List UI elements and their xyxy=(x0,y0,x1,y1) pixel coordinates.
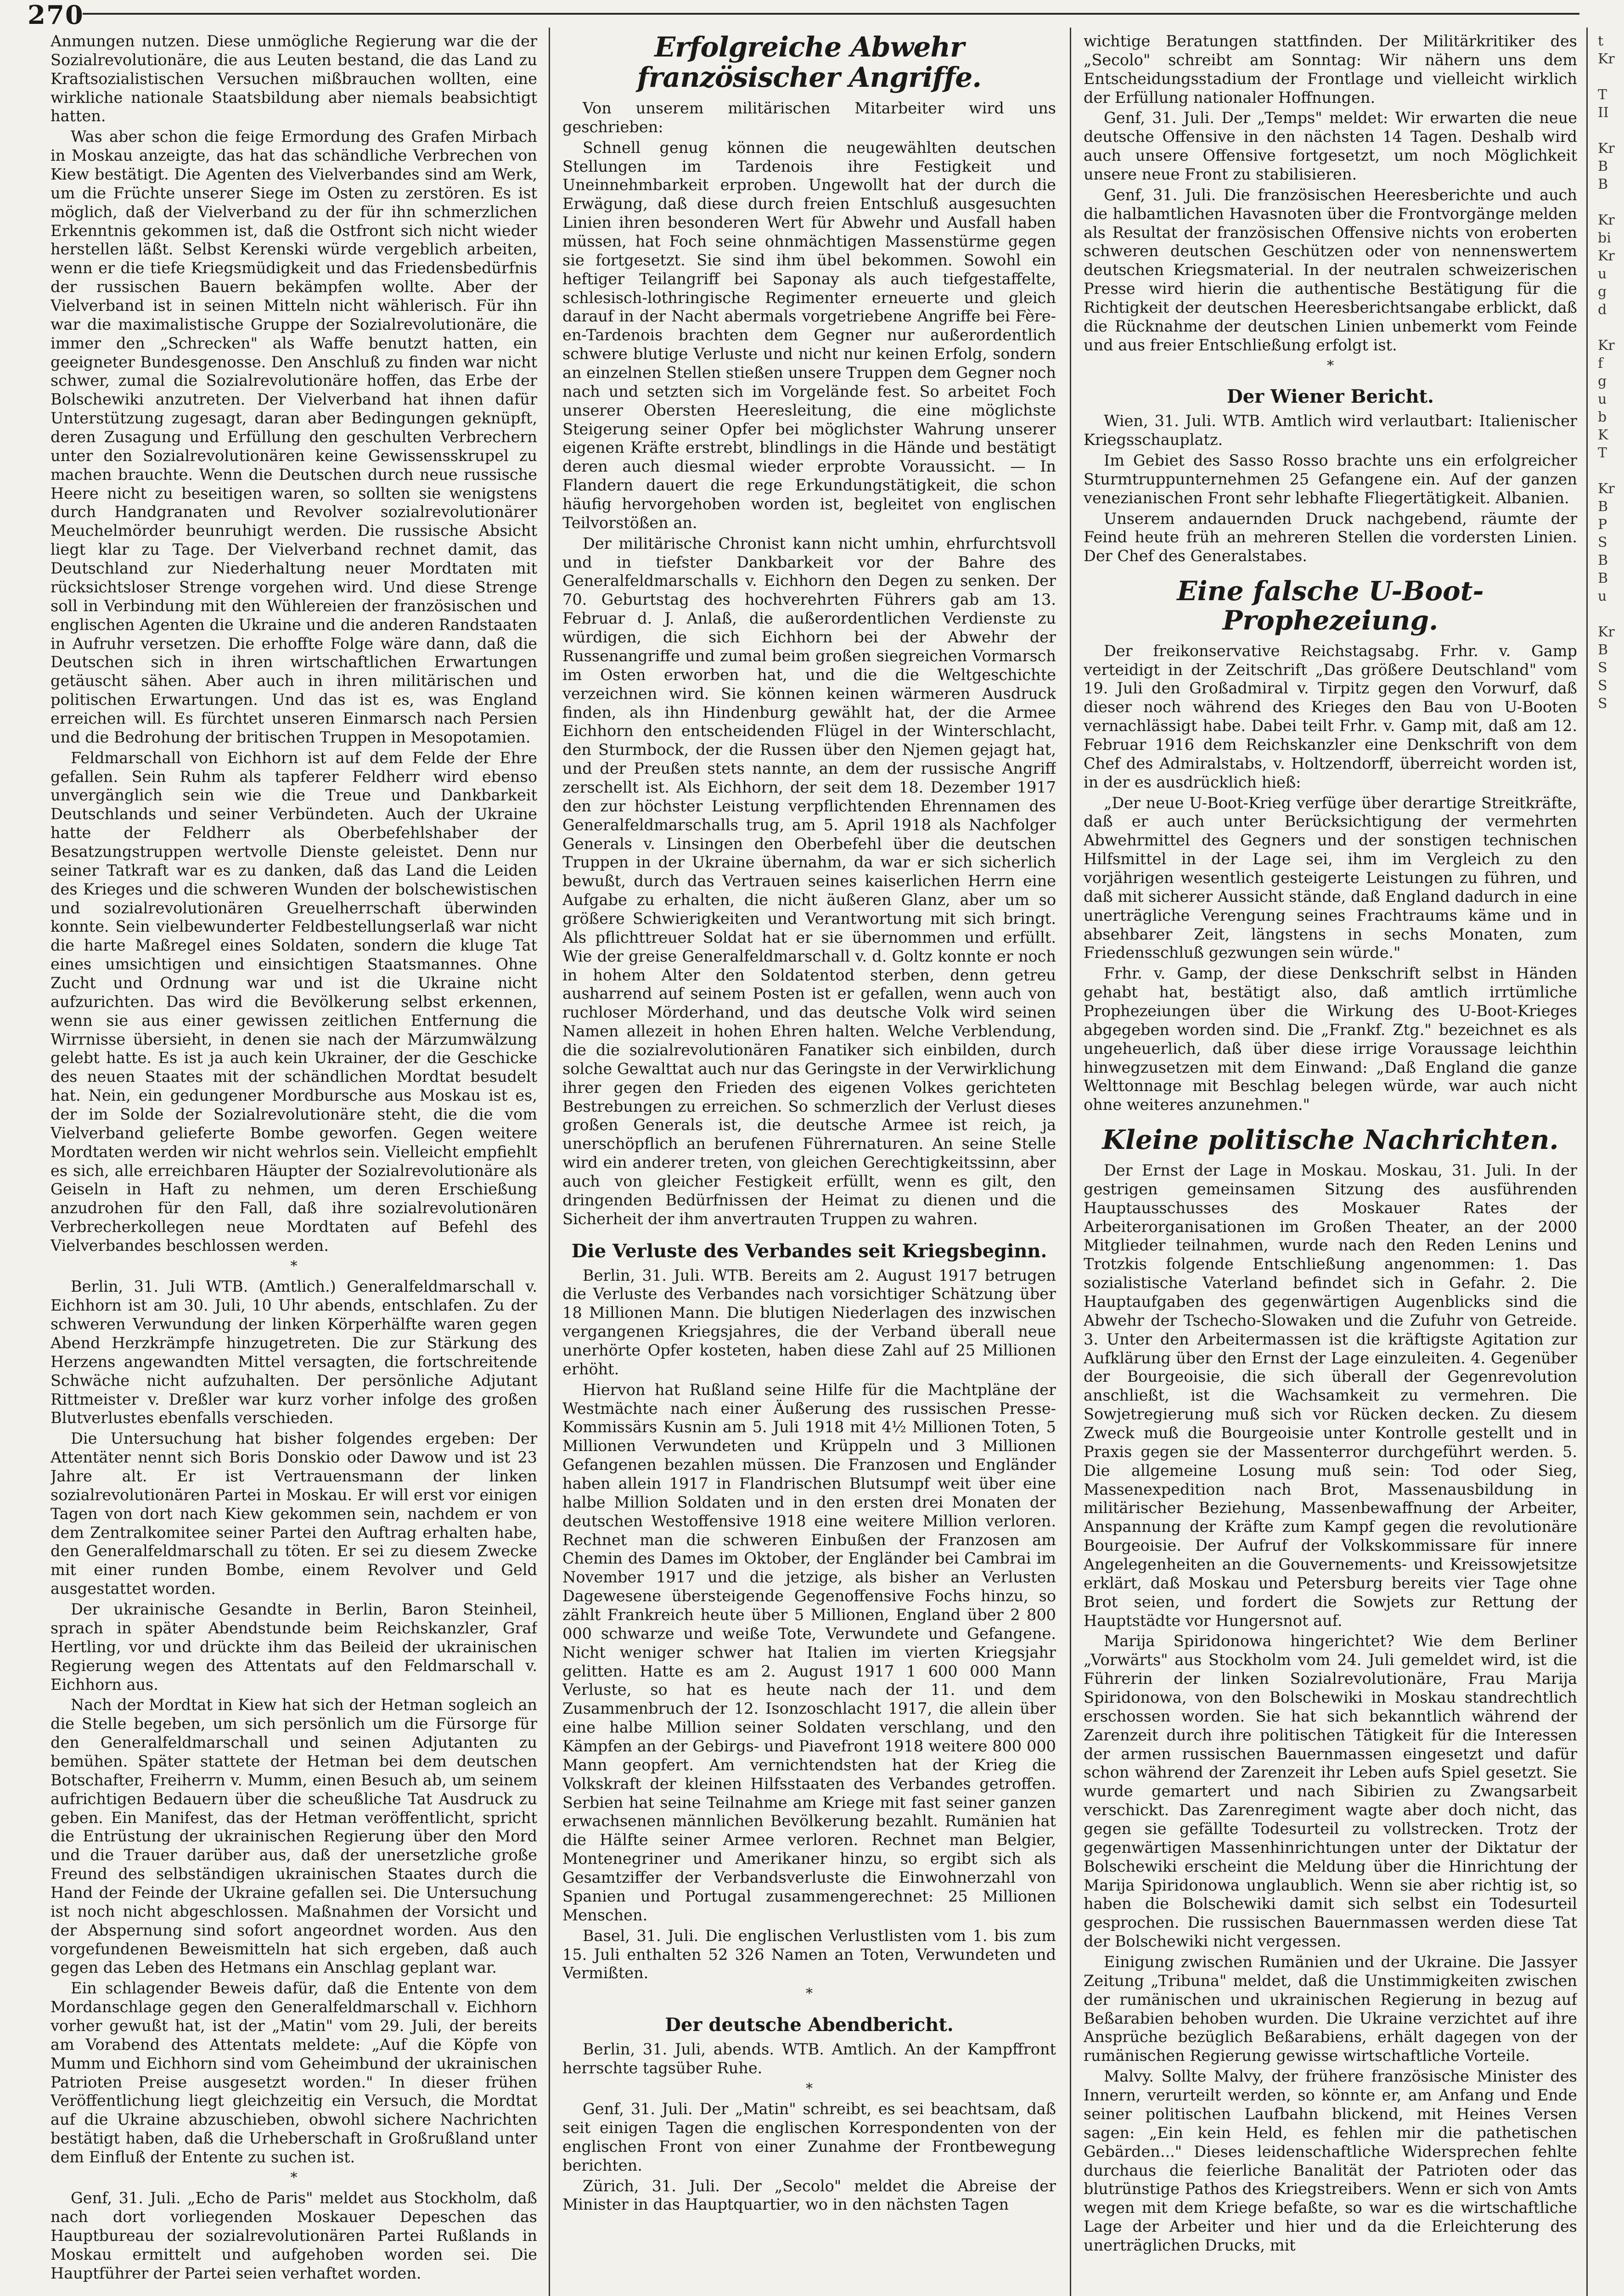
paragraph: Berlin, 31. Juli, abends. WTB. Amtlich. An der Kampffront herrschte tagsüber Ruhe. xyxy=(562,2040,1056,2077)
paragraph: Genf, 31. Juli. „Echo de Paris" meldet aus Stockholm, daß nach dort vorliegenden Moskauer Depeschen das Hauptbureau der sozialrevolutionären Partei Rußlands in Moskau ermittelt und aufgehoben worden sei. Die Hauptführer der Partei seien verhaftet worden. xyxy=(51,2189,537,2282)
paragraph: Unserem andauernden Druck nachgebend, räumte der Feind heute früh an mehreren Stellen die vordersten Linien. Der Chef des Generalstabes. xyxy=(1084,509,1577,565)
separator-star: * xyxy=(290,1258,298,1274)
paragraph: Hiervon hat Rußland seine Hilfe für die Machtpläne der Westmächte nach einer Äußerung des russischen Presse-Kommissärs Kusnin am 5. Juli 1918 mit 4½ Millionen Toten, 5 Millionen Verwundeten und Krüppeln und 3 Millionen Gefangenen bezahlen müssen. Die Franzosen und Engländer haben allein 1917 in Flandrischen Blutsumpf weit über eine halbe Million Soldaten und in den ersten drei Monaten der deutschen Westoffensive 1918 eine weitere Million verloren. Rechnet man die schweren Einbußen der Franzosen am Chemin des Dames im Oktober, der Engländer bei Cambrai im November 1917 und die jetzige, als bisher an Verlusten Dagewesene übersteigende Gegenoffensive Fochs hinzu, so zählt Frankreich heute über 5 Millionen, England über 2 800 000 schwarze und weiße Tote, Verwundete und Gefangene. Nicht weniger schwer hat Italien im vierten Kriegsjahr gelitten. Hatte es am 2. August 1917 1 600 000 Mann Verluste, so hat es heute nach der 11. und dem Zusammenbruch der 12. Isonzoschlacht 1917, die allein über eine halbe Million seiner Soldaten verschlang, und den Kämpfen an der Gebirgs- und Piavefront 1918 weitere 800 000 Mann geopfert. Am vernichtendsten hat der Krieg die Volkskraft der kleinen Hilfsstaaten des Verbandes getroffen. Serbien hat seine Teilnahme am Kriege mit fast seiner ganzen erwachsenen männlichen Bevölkerung bezahlt. Rumänien hat die Hälfte seiner Armee verloren. Rechnet man Belgier, Montenegriner und Amerikaner hinzu, so ergibt sich als Gesamtziffer der Verbandsverluste die Einwohnerzahl von Spanien und Portugal zusammengerechnet: 25 Millionen Menschen. xyxy=(562,1380,1056,1924)
headline-abwehr: Erfolgreiche Abwehr französischer Angriffe. xyxy=(637,32,982,94)
headline-u-boot: Eine falsche U-Boot-Prophezeiung. xyxy=(1177,575,1484,636)
paragraph: Ein schlagender Beweis dafür, daß die Entente von dem Mordanschlage gegen den Generalfeldmarschall v. Eichhorn vorher gewußt hat, ist der „Matin" vom 29. Juli, der bereits am Vorabend des Attentats meldete: „Auf die Köpfe von Mumm und Eichhorn sind vom Geheimbund der ukrainischen Patrioten Preise ausgesetzt worden." In dieser frühen Veröffentlichung liegt gleichzeitig ein Versuch, die Mordtat auf die Ukraine abzuschieben, obwohl sichere Nachrichten bestätigt haben, daß die Urheberschaft in Großrußland unter dem Einfluß der Entente zu suchen ist. xyxy=(51,1979,537,2166)
headline-abendbericht: Der deutsche Abendbericht. xyxy=(665,2014,954,2036)
paragraph: Genf, 31. Juli. Der „Matin" schreibt, es sei beachtsam, daß seit einigen Tagen die englischen Korrespondenten von der englischen Front von einer Zunahme der Frontbewegung berichten. xyxy=(562,2100,1056,2174)
paragraph: Der militärische Chronist kann nicht umhin, ehrfurchtsvoll und in tiefster Dankbarkeit vor der Bahre des Generalfeldmarschalls v. Eichhorn den Degen zu senken. Der 70. Geburtstag des hochverehrten Führers gab am 13. Februar d. J. Anlaß, die außerordentlichen Verdienste zu würdigen, die sich Eichhorn bei der Abwehr der Russenangriffe und zumal beim großen siegreichen Vormarsch im Osten erworben hat, und die die Weltgeschichte verzeichnen wird. Sie können keinen wärmeren Ausdruck finden, als ihn Hindenburg gewählt hat, der die Armee Eichhorn den entscheidenden Flügel in der Winterschlacht, den Sturmbock, der die Russen über den Njemen gejagt hat, und der Preußen stets nannte, an dem der russische Angriff zerschellt ist. Als Eichhorn, der seit dem 18. Dezember 1917 den zur höchster Leistung verpflichtenden Ehrennamen des Generalfeldmarschalls trug, am 5. April 1918 als Nachfolger Generals v. Linsingen den Oberbefehl über die deutschen Truppen in der Ukraine übernahm, da war er sich sicherlich bewußt, durch das Vertrauen seines kaiserlichen Herrn eine Aufgabe zu erhalten, die nicht äußeren Glanz, aber um so größere Schwierigkeiten und Verantwortung mit sich bringt. Als pflichttreuer Soldat hat er sie übernommen und erfüllt. Wie der greise Generalfeldmarschall v. d. Goltz konnte er noch in hohem Alter den Soldatentod sterben, denn getreu ausharrend auf seinem Posten ist er gefallen, wenn auch von ruchloser Mörderhand, und das deutsche Volk wird seinen Namen allezeit in hohen Ehren halten. Welche Verblendung, die die sozialrevolutionären Fanatiker sich einbilden, durch solche Gewalttat auch nur das Geringste in der Verwirklichung ihrer gegen den Frieden des eigenen Volkes gerichteten Bestrebungen zu erreichen. So schmerzlich der Verlust dieses großen Generals ist, die deutsche Armee ist reich, ja unerschöpflich an berufenen Führernaturen. An seine Stelle wird ein anderer treten, von gleichen Gerechtigkeitssinn, aber auch von gleicher Festigkeit erfüllt, wenn es gilt, den dringenden Bedürfnissen der Heimat zu dienen und die Sicherheit der ihm anvertrauten Truppen zu wahren. xyxy=(562,534,1056,1228)
paragraph: Wien, 31. Juli. WTB. Amtlich wird verlautbart: Italienischer Kriegsschauplatz. xyxy=(1084,412,1577,449)
paragraph: „Der neue U-Boot-Krieg verfüge über derartige Streitkräfte, daß er auch unter Berücksichtigung der vermehrten Abwehrmittel des Gegners und der sonstigen technischen Hilfsmittel in der Lage sei, ihm im Vergleich zu den vorjährigen wesentlich gesteigerte Leistungen zu führen, und daß mit sicherer Aussicht stände, daß England dadurch in eine unerträgliche Verengung seines Frachtraums käme und in absehbarer Zeit, längstens in sechs Monaten, zum Friedensschluß gezwungen sein würde." xyxy=(1084,793,1577,962)
separator-star: * xyxy=(1327,357,1334,374)
separator-star: * xyxy=(290,2169,298,2186)
paragraph: Was aber schon die feige Ermordung des Grafen Mirbach in Moskau anzeigte, das hat das schändliche Verbrechen von Kiew bestätigt. Die Agenten des Vielverbandes sind am Werk, um die Früchte unserer Siege im Osten zu zerstören. Es ist möglich, daß der Vielverband zu der für ihn schmerzlichen Erkenntnis gekommen ist, daß die Ostfront sich nicht wieder herstellen läßt. Selbst Kerenski würde vergeblich arbeiten, wenn er die tiefe Kriegsmüdigkeit und das Friedensbedürfnis der russischen Bauern bekämpfen wollte. Aber der Vielverband ist in seinen Mitteln nicht wählerisch. Für ihn war die maximalistische Gruppe der Sozialrevolutionäre, die immer den „Schrecken" als Waffe benutzt hatten, ein geeigneter Bundesgenosse. Den Anschluß zu finden war nicht schwer, zumal die Sozialrevolutionäre hoffen, das Erbe der Bolschewiki anzutreten. Der Vielverband hat ihnen dafür Unterstützung zugesagt, daran aber Bedingungen geknüpft, deren Zusagung und Erfüllung den geschulten Verbrechern unter den Sozialrevolutionären keine Gewissensskrupel zu machen brauchte. Wenn die Deutschen durch neue russische Heere nicht zu beseitigen waren, so sollten sie wenigstens durch Handgranaten und Revolver sozialrevolutionärer Meuchelmörder beunruhigt werden. Die russische Absicht liegt klar zu Tage. Der Vielverband rechnet damit, das Deutschland zur Niederhaltung neuer Mordtaten mit rücksichtsloser Strenge vorgehen wird. Und diese Strenge soll in Verbindung mit den Wühlereien der französischen und englischen Agenten die Ukraine und die anderen Randstaaten in Aufruhr versetzen. Die erhoffte Folge wäre dann, daß die Deutschen sich in ihren wirtschaftlichen Erwartungen getäuscht sähen. Aber auch in ihren militärischen und politischen Erwartungen. Und das ist es, was England erreichen will. Es fürchtet unseren Einmarsch nach Persien und die Bedrohung der britischen Truppen in Mesopotamien. xyxy=(51,128,537,746)
column-rule-3 xyxy=(1586,28,1588,2296)
paragraph: Marija Spiridonowa hingerichtet? Wie dem Berliner „Vorwärts" aus Stockholm vom 24. Juli gemeldet wird, ist die Führerin der linken Sozialrevolutionäre, Frau Marija Spiridonowa, von den Bolschewiki in Moskau standrechtlich erschossen worden. Sie hat sich bekanntlich während der Zarenzeit durch ihre politischen Tätigkeit für die Interessen der armen russischen Bauernmassen eingesetzt und dafür schon während der Zarenzeit ihr Leben aufs Spiel gesetzt. Sie wurde gemartert und nach Sibirien zu Zwangsarbeit verschickt. Das Zarenregiment wagte aber doch nicht, das gegen sie gefällte Todesurteil zu vollstrecken. Trotz der gegenwärtigen Massenhinrichtungen unter der Diktatur der Bolschewiki erscheint die Meldung über die Hinrichtung der Marija Spiridonowa unglaublich. Wenn sie aber richtig ist, so haben die Bolschewiki damit sich selbst ein Todesurteil gesprochen. Die russischen Bauernmassen werden diese Tat der Bolschewiki nicht vergessen. xyxy=(1084,1632,1577,1951)
separator-star: * xyxy=(806,2080,813,2097)
paragraph: Im Gebiet des Sasso Rosso brachte uns ein erfolgreicher Sturmtruppunternehmen 25 Gefangene ein. Auf der ganzen venezianischen Front sehr lebhafte Fliegertätigkeit. Albanien. xyxy=(1084,451,1577,507)
paragraph: Der freikonservative Reichstagsabg. Frhr. v. Gamp verteidigt in der Zeitschrift „Das größere Deutschland" vom 19. Juli den Großadmiral v. Tirpitz gegen den Vorwurf, daß dieser noch während des Krieges den Bau von U-Booten vernachlässigt habe. Dabei teilt Frhr. v. Gamp mit, daß am 12. Februar 1916 dem Reichskanzler eine Denkschrift von dem Chef des Admiralstabs, v. Holtzendorff, überreicht worden ist, in der es ausdrücklich hieß: xyxy=(1084,642,1577,791)
column-rule-1 xyxy=(549,28,550,2296)
column-4-cropped xyxy=(1598,32,1624,2296)
paragraph: Der ukrainische Gesandte in Berlin, Baron Steinheil, sprach in später Abendstunde beim Reichskanzler, Graf Hertling, vor und drückte ihm das Beileid der ukrainischen Regierung wegen des Attentats auf den Feldmarschall v. Eichhorn aus. xyxy=(51,1600,537,1694)
paragraph: Berlin, 31. Juli WTB. (Amtlich.) Generalfeldmarschall v. Eichhorn ist am 30. Juli, 10 Uhr abends, entschlafen. Zu der schweren Verwundung der linken Körperhälfte waren gegen Abend Herzkrämpfe hinzugetreten. Die zur Stärkung des Herzens angewandten Mittel versagten, die fortschreitende Schwäche nicht aufzuhalten. Der persönliche Adjutant Rittmeister v. Dreßler war kurz vorher infolge des großen Blutverlustes ebenfalls verschieden. xyxy=(51,1277,537,1427)
cropped-text-strip: t Kr T II Kr B B Kr bi Kr u g d Kr f g u b K T Kr B P S B B u Kr B S S S xyxy=(1598,33,1615,712)
headline-kleine-nachrichten: Kleine politische Nachrichten. xyxy=(1102,1124,1559,1156)
paragraph: Basel, 31. Juli. Die englischen Verlustlisten vom 1. bis zum 15. Juli enthalten 52 326 Namen an Toten, Verwundeten und Vermißten. xyxy=(562,1926,1056,1982)
paragraph: Nach der Mordtat in Kiew hat sich der Hetman sogleich an die Stelle begeben, um sich persönlich um die Fürsorge für den Generalfeldmarschall und seinen Adjutanten zu bemühen. Später stattete der Hetman bei dem deutschen Botschafter, Freiherrn v. Mumm, einen Besuch ab, um seinem aufrichtigen Bedauern über die scheußliche Tat Ausdruck zu geben. Ein Manifest, das der Hetman veröffentlicht, spricht die Entrüstung der ukrainischen Regierung über den Mord und die Trauer darüber aus, daß der unersetzliche große Freund des selbständigen ukrainischen Staates durch die Hand der Feinde der Ukraine gefallen sei. Die Untersuchung ist noch nicht abgeschlossen. Maßnahmen der Vorsicht und der Abspernung sind sofort angeordnet worden. Aus den vorgefundenen Beweismitteln hat sich ergeben, daß auch gegen das Leben des Hetmans ein Anschlag geplant war. xyxy=(51,1696,537,1977)
column-3 xyxy=(1084,32,1577,2296)
paragraph: Genf, 31. Juli. Die französischen Heeresberichte und auch die halbamtlichen Havasnoten über die Frontvorgänge melden als Resultat der französischen Offensive nichts von eroberten schweren deutschen Geschützen oder von nennenswertem deutschen Kriegsmaterial. In der neutralen schweizerischen Presse wird hierin die authentische Bestätigung für die Richtigkeit der deutschen Heeresberichtsangabe erblickt, daß die Rücknahme der deutschen Linien unbemerkt vom Feinde und aus freier Entschließung erfolgt ist. xyxy=(1084,186,1577,354)
paragraph: Von unserem militärischen Mitarbeiter wird uns geschrieben: xyxy=(562,99,1056,136)
paragraph: Einigung zwischen Rumänien und der Ukraine. Die Jassyer Zeitung „Tribuna" meldet, daß die Unstimmigkeiten zwischen der rumänischen und ukrainischen Regierung in bezug auf Beßarabien behoben wurden. Die Ukraine verzichtet auf ihre Ansprüche bezüglich Beßarabiens, erhält dagegen von der rumänischen Regierung gewisse wirtschaftliche Vorteile. xyxy=(1084,1953,1577,2065)
headline-verluste: Die Verluste des Verbandes seit Kriegsbeginn. xyxy=(571,1240,1047,1262)
paragraph: wichtige Beratungen stattfinden. Der Militärkritiker des „Secolo" schreibt am Sonntag: Wir nähern uns dem Entscheidungsstadium der Frontlage und vielleicht wirklich der Erfüllung nationaler Hoffnungen. xyxy=(1084,32,1577,107)
paragraph: Die Untersuchung hat bisher folgendes ergeben: Der Attentäter nennt sich Boris Donskio oder Dawow und ist 23 Jahre alt. Er ist Vertrauensmann der linken sozialrevolutionären Partei in Moskau. Er will erst vor einigen Tagen von dort nach Kiew gekommen sein, nachdem er von dem Zentralkomitee seiner Partei den Auftrag erhalten habe, den Generalfeldmarschall zu töten. Er sei zu diesem Zwecke mit einer runden Bombe, einem Revolver und Geld ausgestattet worden. xyxy=(51,1429,537,1598)
headline-wiener-bericht: Der Wiener Bericht. xyxy=(1227,386,1434,408)
paragraph: Genf, 31. Juli. Der „Temps" meldet: Wir erwarten die neue deutsche Offensive in den nächsten 14 Tagen. Deshalb wird auch unsere Offensive fortgesetzt, um noch Möglichkeit unsere neue Front zu stabilisieren. xyxy=(1084,109,1577,184)
paragraph: Der Ernst der Lage in Moskau. Moskau, 31. Juli. In der gestrigen gemeinsamen Sitzung des ausführenden Hauptausschusses des Moskauer Rates der Arbeiterorganisationen im Großen Theater, an der 2000 Mitglieder teilnahmen, wurde nach den Reden Lenins und Trotzkis folgende Entschließung angenommen: 1. Das sozialistische Vaterland befindet sich in Gefahr. 2. Die Hauptaufgaben des gegenwärtigen Augenblicks sind die Abwehr der Tschecho-Slowaken und die Zufuhr von Getreide. 3. Unter den Arbeitermassen ist die kräftigste Agitation zur Aufklärung über den Ernst der Lage einzuleiten. 4. Gegenüber der Bourgeoisie, die sich überall der Gegenrevolution anschließt, ist die Wachsamkeit zu vermehren. Die Sowjetregierung muß sich vor Rücken decken. Zu diesem Zweck muß die Bourgeoisie unter Kontrolle gestellt und in Praxis gegen sie der Massenterror durchgeführt werden. 5. Die allgemeine Losung muß sein: Tod oder Sieg, Massenexpedition nach Brot, Massenausbildung in militärischer Beziehung, Massenbewaffnung der Arbeiter, Anspannung der Kräfte zum Kampf gegen die revolutionäre Bourgeoisie. Der Aufruf der Volkskommissare für innere Angelegenheiten an die Gouvernements- und Kreissowjetsitze erklärt, daß Moskau und Petersburg bereits vier Tage ohne Brot seien, und fordert die Sowjets zur Rettung der Hauptstädte vor Hungersnot auf. xyxy=(1084,1161,1577,1630)
paragraph: Malvy. Sollte Malvy, der frühere französische Minister des Innern, verurteilt werden, so könnte er, am Anfang und Ende seiner politischen Laufbahn blickend, mit Heines Versen sagen: „Ein kein Held, es fehlen mir die pathetischen Gebärden..." Dieses leidenschaftliche Widersprechen fehlte durchaus die feierliche Banalität der Patrioten oder das blutrünstige Pathos des Kriegstreibers. Wenn er sich von Amts wegen mit dem Kriege befaßte, so war es die wirtschaftliche Lage der Arbeiter und hier und da die Erleichterung des unerträglichen Drucks, mit xyxy=(1084,2067,1577,2254)
separator-star: * xyxy=(806,1986,813,2002)
paragraph: Zürich, 31. Juli. Der „Secolo" meldet die Abreise der Minister in das Hauptquartier, wo in den nächsten Tagen xyxy=(562,2177,1056,2214)
paragraph: Frhr. v. Gamp, der diese Denkschrift selbst in Händen gehabt hat, bestätigt also, daß amtlich irrtümliche Prophezeiungen über die Wirkung des U-Boot-Krieges abgegeben worden sind. Die „Frankf. Ztg." bezeichnet es als ungeheuerlich, daß über diese irrige Voraussage leichthin hinwegzusetzen mit dem Einwand: „Daß England die ganze Welttonnage mit Beschlag belegen würde, war auch nicht ohne weiteres anzunehmen." xyxy=(1084,964,1577,1114)
column-rule-2 xyxy=(1070,28,1071,2296)
column-2 xyxy=(562,32,1056,2296)
paragraph: Berlin, 31. Juli. WTB. Bereits am 2. August 1917 betrugen die Verluste des Verbandes nach vorsichtiger Schätzung über 18 Millionen Mann. Die blutigen Niederlagen des inzwischen vergangenen Kriegsjahres, die der Verband überall neue unerhörte Opfer kosteten, haben diese Zahl auf 25 Millionen erhöht. xyxy=(562,1266,1056,1378)
page-number: 270 xyxy=(28,0,84,30)
paragraph: Schnell genug können die neugewählten deutschen Stellungen im Tardenois ihre Festigkeit und Uneinnehmbarkeit erproben. Ungewollt hat der durch die Erwägung, daß diese durch freien Entschluß ausgesuchten Linien ihren besonderen Wert für Abwehr und Ausfall haben müssen, hat Foch seine ohnmächtigen Massenstürme gegen sie fortgesetzt. Sie sind ihm übel bekommen. Sowohl ein heftiger Teilangriff bei Saponay als auch tiefgestaffelte, schlesisch-lothringische Regimenter erneuerte und gleich darauf in der Nacht abermals vorgetriebene Angriffe bei Fère-en-Tardenois brachten dem Gegner nur außerordentlich schwere blutige Verluste und nicht nur keinen Erfolg, sondern an einzelnen Stellen stießen unsere Truppen dem Gegner noch nach und setzten sich im Vorgelände fest. So arbeitet Foch unserer Obersten Heeresleitung, die eine möglichste Steigerung seiner Opfer bei möglichster Wahrung unserer eigenen Kräfte erstrebt, blindlings in die Hände und bestätigt deren auch diesmal wieder erprobte Voraussicht. — In Flandern dauert die rege Erkundungstätigkeit, die schon häufig hervorgehoben worden ist, begleitet von englischen Teilvorstößen an. xyxy=(562,138,1056,532)
paragraph: Anmungen nutzen. Diese unmögliche Regierung war die der Sozialrevolutionäre, die aus Leuten bestand, die das Land zu Kraftsozialistischen Versuchen mißbrauchen wollten, eine wirkliche nationale Staatsbildung aber niemals beabsichtigt hatten. xyxy=(51,32,537,125)
paragraph: Feldmarschall von Eichhorn ist auf dem Felde der Ehre gefallen. Sein Ruhm als tapferer Feldherr wird ebenso unvergänglich sein wie die Treue und Dankbarkeit Deutschlands und seiner Verbündeten. Auch der Ukraine hatte der Feldherr als Oberbefehlshaber der Besatzungstruppen wertvolle Dienste geleistet. Denn nur seiner Tatkraft war es zu danken, daß das Land die Leiden des Krieges und die schweren Wunden der bolschewistischen und sozialrevolutionären Greuelherrschaft überwinden konnte. Sein vielbewunderter Feldbestellungserlaß war nicht die harte Maßregel eines Soldaten, sondern die kluge Tat eines umsichtigen und einsichtigen Staatsmannes. Ohne Zucht und Ordnung war und ist die Ukraine nicht aufzurichten. Das wird die Bevölkerung selbst erkennen, wenn sie aus einer gewissen zeitlichen Entfernung die Wirrnisse übersieht, in denen sie nach der Märzumwälzung gelebt hatte. Es ist ja auch kein Ukrainer, der die Geschicke des neuen Staates mit der schändlichen Mordtat besudelt hat. Nein, ein gedungener Mordbursche aus Moskau ist es, der im Solde der Sozialrevolutionäre steht, die die vom Vielverband gelieferte Bombe geworfen. Gegen weitere Mordtaten werden wir nicht wehrlos sein. Vielleicht empfiehlt es sich, alle erreichbaren Häupter der Sozialrevolutionäre als Geiseln in Haft zu nehmen, um deren Erschießung anzudrohen für den Fall, daß ihre sozialrevolutionären Verbrecherkollegen neue Mordtaten auf Befehl des Vielverbandes beschlossen werden. xyxy=(51,748,537,1255)
top-rule xyxy=(83,13,1579,15)
column-1 xyxy=(51,32,537,2296)
